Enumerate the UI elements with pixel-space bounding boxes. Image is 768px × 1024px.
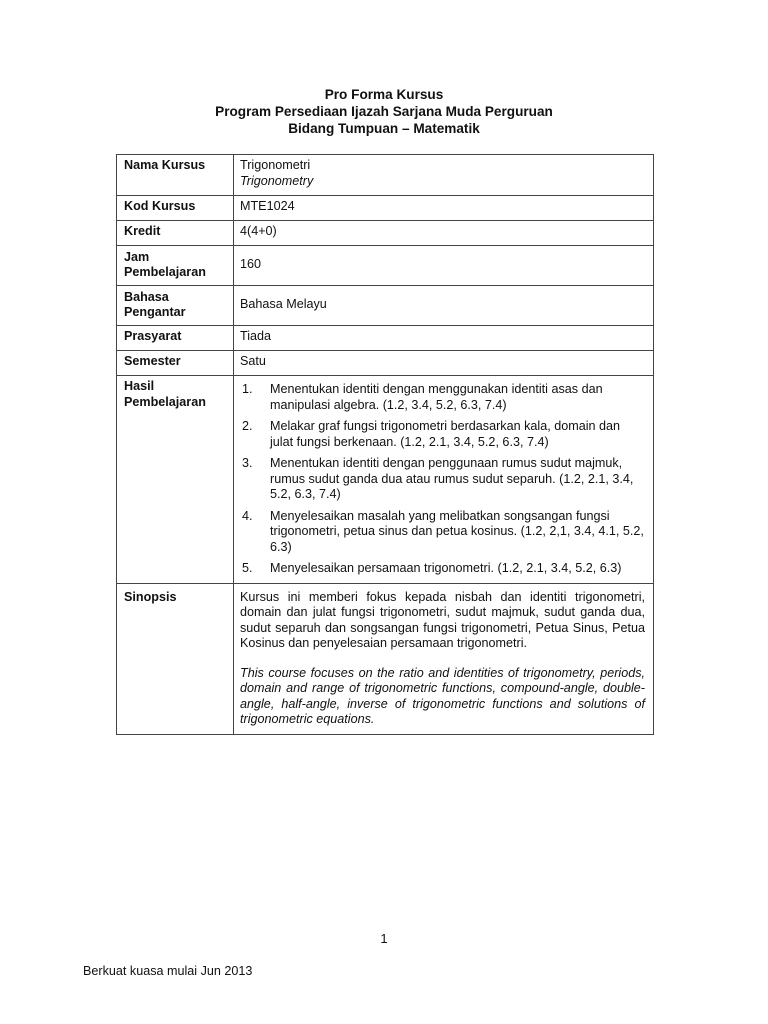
label-semester: Semester <box>117 351 234 376</box>
label-prasyarat: Prasyarat <box>117 326 234 351</box>
row-sinopsis <box>117 583 654 734</box>
header-program: Program Persediaan Ijazah Sarjana Muda Perguruan <box>215 104 553 119</box>
list-item-text: Menentukan identiti dengan penggunaan rumus sudut majmuk, rumus sudut ganda dua atau rumus sudut separuh. (1.2, 2.1, 3.4, 5.2, 6.3, 7.4) <box>270 456 634 501</box>
label-kod-kursus: Kod Kursus <box>117 196 234 221</box>
row-bahasa-pengantar <box>117 286 654 326</box>
learning-outcomes-list <box>240 382 645 577</box>
value-prasyarat: Tiada <box>234 326 654 351</box>
list-item-text: Melakar graf fungsi trigonometri berdasarkan kala, domain dan julat fungsi berkenaan. (1.2, 2.1, 3.4, 5.2, 6.3, 7.4) <box>270 419 621 449</box>
course-name-english: Trigonometry <box>240 173 314 188</box>
label-bahasa-line1: Bahasa <box>124 289 169 304</box>
synopsis-spacer <box>240 652 645 666</box>
value-nama-kursus <box>234 155 654 196</box>
header-field: Bidang Tumpuan – Matematik <box>288 121 480 136</box>
row-hasil-pembelajaran <box>117 376 654 584</box>
label-bahasa-line2: Pengantar <box>124 305 186 319</box>
value-bahasa-pengantar: Bahasa Melayu <box>234 286 654 326</box>
value-jam-pembelajaran: 160 <box>234 246 654 286</box>
label-sinopsis: Sinopsis <box>117 583 234 734</box>
value-hasil-pembelajaran <box>234 376 654 584</box>
course-name-malay: Trigonometri <box>240 158 311 172</box>
row-jam-pembelajaran <box>117 246 654 286</box>
row-prasyarat <box>117 326 654 351</box>
row-nama-kursus <box>117 155 654 196</box>
course-proforma-table <box>116 154 654 735</box>
list-item-text: Menyelesaikan persamaan trigonometri. (1.2, 2.1, 3.4, 5.2, 6.3) <box>270 561 622 575</box>
label-nama-kursus: Nama Kursus <box>117 155 234 196</box>
row-semester <box>117 351 654 376</box>
list-item-number: 3. <box>242 456 253 470</box>
value-semester: Satu <box>234 351 654 376</box>
label-hasil-line1: Hasil <box>124 379 155 393</box>
value-sinopsis <box>234 583 654 734</box>
list-item-number: 1. <box>242 382 253 396</box>
list-item-number: 2. <box>242 419 253 433</box>
row-kredit <box>117 221 654 246</box>
list-item <box>240 419 645 450</box>
label-kredit: Kredit <box>117 221 234 246</box>
list-item-text: Menyelesaikan masalah yang melibatkan songsangan fungsi trigonometri, petua sinus dan petua kosinus. (1.2, 2,1, 3.4, 4.1, 5.2, 6.3) <box>270 508 644 554</box>
document-header <box>0 86 768 137</box>
synopsis-english: This course focuses on the ratio and identities of trigonometry, periods, domain and range of trigonometric functions, compound-angle, double-angle, half-angle, inverse of trigonometric functions and solutions of trigonometric equations. <box>240 665 645 726</box>
list-item <box>240 456 645 503</box>
effective-date-footer: Berkuat kuasa mulai Jun 2013 <box>83 964 253 978</box>
row-kod-kursus <box>117 196 654 221</box>
list-item-text: Menentukan identiti dengan menggunakan identiti asas dan manipulasi algebra. (1.2, 3.4, 5.2, 6.3, 7.4) <box>270 382 603 412</box>
value-kod-kursus: MTE1024 <box>234 196 654 221</box>
label-hasil-line2: Pembelajaran <box>124 394 206 409</box>
header-title: Pro Forma Kursus <box>324 87 444 102</box>
list-item-number: 5. <box>242 561 253 575</box>
value-kredit: 4(4+0) <box>234 221 654 246</box>
label-bahasa-pengantar <box>117 286 234 326</box>
synopsis-malay: Kursus ini memberi fokus kepada nisbah dan identiti trigonometri, domain dan julat fungsi trigonometri, sudut majmuk, sudut ganda dua, sudut separuh dan songsangan fungsi trigonometri, Petua Sinus, Petua Kosinus dan penyelesaian persamaan trigonometri. <box>240 589 645 650</box>
list-item-number: 4. <box>242 508 253 523</box>
page-number: 1 <box>380 931 388 946</box>
list-item <box>240 561 645 577</box>
list-item <box>240 382 645 413</box>
list-item <box>240 509 645 556</box>
label-jam-line2: Pembelajaran <box>124 265 206 279</box>
label-jam-pembelajaran <box>117 246 234 286</box>
label-jam-line1: Jam <box>124 249 150 264</box>
label-hasil-pembelajaran <box>117 376 234 584</box>
